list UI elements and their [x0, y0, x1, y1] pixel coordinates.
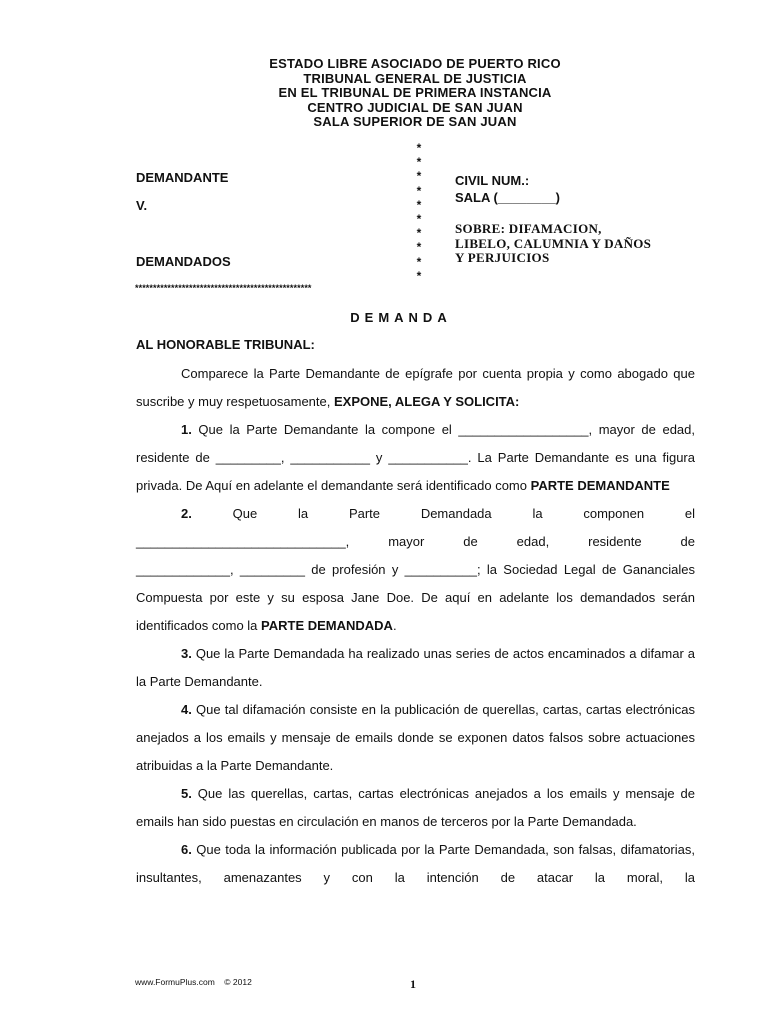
- document-body: [136, 360, 695, 892]
- paragraph-1: [136, 416, 695, 500]
- caption-star: *: [416, 183, 422, 198]
- sobre-line-3: Y PERJUICIOS: [455, 250, 550, 265]
- paragraph-4-text: Que tal difamación consiste en la publicación de querellas, cartas, cartas electrónicas anejados a los emails y mensaje de emails donde se exponen datos falsos sobre actuaciones atribuidas a la Parte Demandante.: [136, 702, 695, 773]
- header-line-4: CENTRO JUDICIAL DE SAN JUAN: [307, 99, 523, 115]
- paragraph-2-text: _____________, _________ de profesión y __________; la Sociedad Legal de Gananciales Compuesta por este y su esposa Jane Doe. De aquí en adelante los demandados serán identificados como la: [136, 562, 695, 633]
- paragraph-4-number: 4.: [181, 702, 192, 717]
- caption-star: *: [416, 226, 422, 241]
- caption-star-column: [413, 141, 425, 283]
- caption-star: *: [416, 240, 422, 255]
- header-line-1: ESTADO LIBRE ASOCIADO DE PUERTO RICO: [269, 56, 561, 71]
- header-line-5: SALA SUPERIOR DE SAN JUAN: [313, 114, 517, 129]
- paragraph-4: [136, 696, 695, 780]
- footer-site: www.FormuPlus.com: [135, 977, 215, 987]
- paragraph-1-number: 1.: [181, 422, 192, 437]
- page-number: 1: [410, 977, 416, 991]
- intro-text: Comparece la Parte Demandante de epígrafe por cuenta propia y como abogado que suscribe y muy respetuosamente,: [136, 366, 695, 409]
- paragraph-2-line-1-text: Que la Parte Demandada la componen el: [232, 506, 695, 521]
- paragraph-5-number: 5.: [181, 786, 192, 801]
- paragraph-3: [136, 640, 695, 696]
- paragraph-3-number: 3.: [181, 646, 192, 661]
- paragraph-2-number: 2.: [181, 506, 192, 521]
- footer-credit: [135, 977, 252, 987]
- paragraph-6-text: Que toda la información publicada por la Parte Demandada, son falsas, difamatorias, insultantes, amenazantes y con la intención de atacar la moral, la: [136, 842, 695, 885]
- caption-star: *: [416, 169, 422, 184]
- caption-star: *: [416, 212, 422, 227]
- court-address: AL HONORABLE TRIBUNAL:: [136, 337, 315, 352]
- caption-star: *: [416, 254, 422, 269]
- intro-paragraph: [136, 360, 695, 416]
- paragraph-2-bold: PARTE DEMANDADA: [261, 618, 393, 633]
- paragraph-1-bold: PARTE DEMANDANTE: [530, 478, 670, 493]
- sobre-line-1: SOBRE: DIFAMACION,: [455, 221, 602, 236]
- paragraph-2-line-1: [136, 500, 695, 528]
- caption-star: *: [416, 197, 422, 212]
- paragraph-2-end: .: [392, 618, 397, 633]
- paragraph-3-text: Que la Parte Demandada ha realizado unas series de actos encaminados a difamar a la Parte Demandante.: [136, 646, 695, 689]
- caption-divider: *************************************************: [135, 283, 312, 293]
- paragraph-6: [136, 836, 695, 892]
- header-line-3: EN EL TRIBUNAL DE PRIMERA INSTANCIA: [278, 85, 552, 100]
- paragraph-5-text: Que las querellas, cartas, cartas electrónicas anejados a los emails y mensaje de emails han sido puestas en circulación en manos de terceros por la Parte Demandada.: [136, 786, 695, 829]
- paragraph-5: [136, 780, 695, 836]
- civil-number-label: CIVIL NUM.:: [455, 173, 530, 188]
- sala-label: SALA (________): [455, 190, 561, 205]
- document-title: DEMANDA: [350, 310, 452, 325]
- caption-star: *: [416, 268, 422, 283]
- footer-copyright: © 2012: [224, 977, 252, 987]
- header-line-2: TRIBUNAL GENERAL DE JUSTICIA: [303, 70, 527, 86]
- court-header: [0, 57, 768, 130]
- versus-label: V.: [136, 198, 148, 213]
- paragraph-6-number: 6.: [181, 842, 192, 857]
- caption-star: *: [416, 141, 422, 155]
- sobre-line-2: LIBELO, CALUMNIA Y DAÑOS: [455, 236, 652, 251]
- paragraph-2-line-2: _____________________________, mayor de edad, residente de: [136, 534, 695, 549]
- defendants-label: DEMANDADOS: [136, 254, 231, 269]
- intro-bold: EXPONE, ALEGA Y SOLICITA:: [333, 394, 520, 409]
- caption-star: *: [416, 155, 422, 170]
- paragraph-1-text: Que la Parte Demandante la compone el __________________, mayor de edad, residente de _________, ___________ y ___________. La Parte Demandante es una figura privada. De Aquí en adelante el demandante será identificado como: [136, 422, 695, 493]
- paragraph-2: [136, 556, 695, 640]
- plaintiff-label: DEMANDANTE: [136, 170, 229, 185]
